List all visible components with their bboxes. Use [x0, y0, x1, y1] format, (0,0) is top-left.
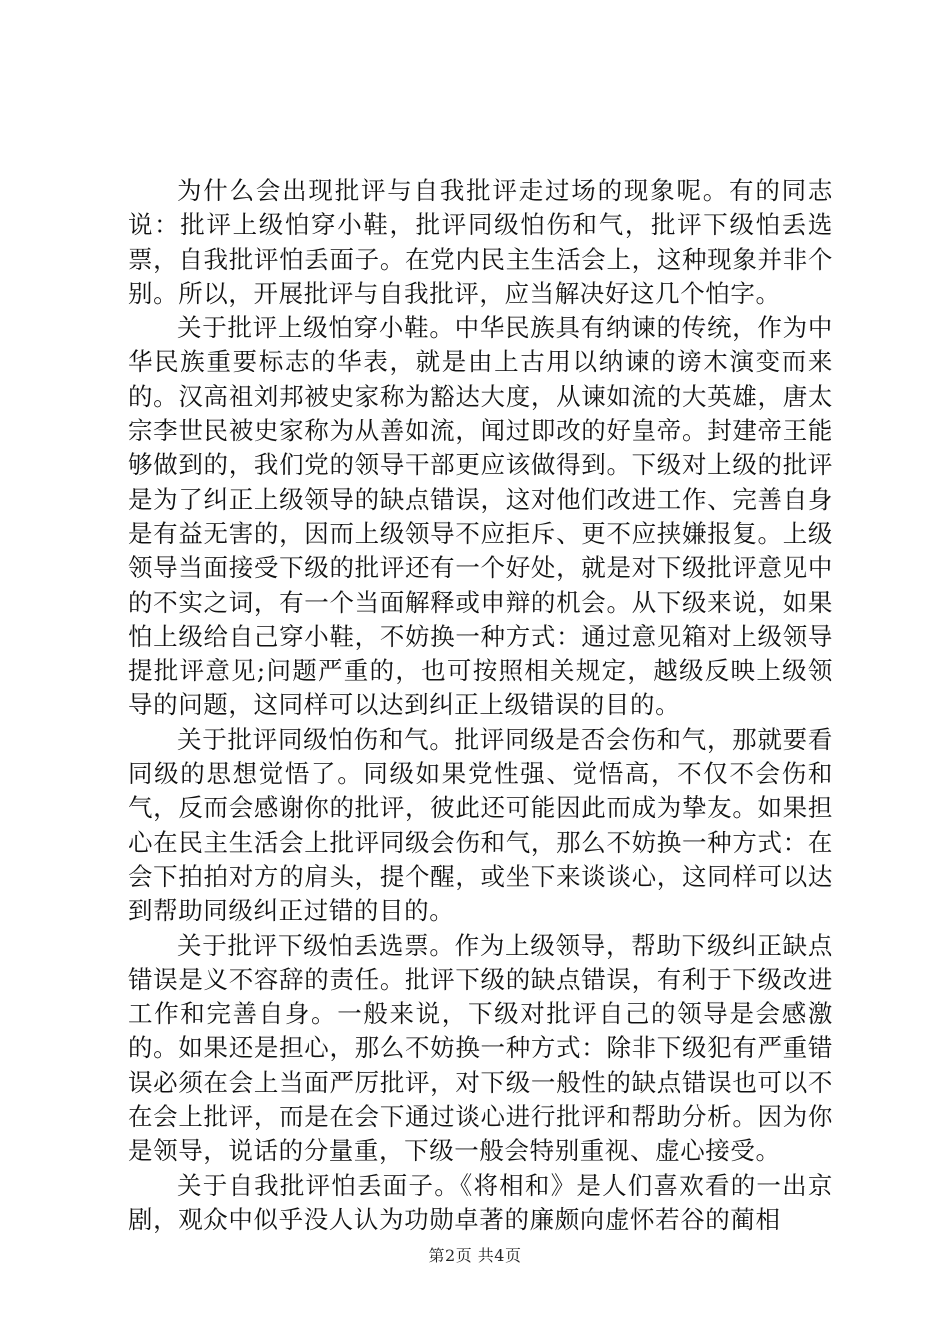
paragraph-criticize-peers: 关于批评同级怕伤和气。批评同级是否会伤和气，那就要看同级的思想觉悟了。同级如果党性强、觉悟高，不仅不会伤和气，反而会感谢你的批评，彼此还可能因此而成为挚友。如果担心在民主生活会上批评同级会伤和气，那么不妨换一种方式：在会下拍拍对方的肩头，提个醒，或坐下来谈谈心，这同样可以达到帮助同级纠正过错的目的。 [128, 724, 833, 926]
paragraph-criticize-superiors: 关于批评上级怕穿小鞋。中华民族具有纳谏的传统，作为中华民族重要标志的华表，就是由上古用以纳谏的谤木演变而来的。汉高祖刘邦被史家称为豁达大度，从谏如流的大英雄，唐太宗李世民被史家称为从善如流，闻过即改的好皇帝。封建帝王能够做到的，我们党的领导干部更应该做得到。下级对上级的批评是为了纠正上级领导的缺点错误，这对他们改进工作、完善自身是有益无害的，因而上级领导不应拒斥、更不应挟嫌报复。上级领导当面接受下级的批评还有一个好处，就是对下级批评意见中的不实之词，有一个当面解释或申辩的机会。从下级来说，如果怕上级给自己穿小鞋，不妨换一种方式：通过意见箱对上级领导提批评意见;问题严重的，也可按照相关规定，越级反映上级领导的问题，这同样可以达到纠正上级错误的目的。 [128, 313, 833, 720]
paragraph-criticize-subordinates: 关于批评下级怕丢选票。作为上级领导，帮助下级纠正缺点错误是义不容辞的责任。批评下级的缺点错误，有利于下级改进工作和完善自身。一般来说，下级对批评自己的领导是会感激的。如果还是担心，那么不妨换一种方式：除非下级犯有严重错误必须在会上当面严厉批评，对下级一般性的缺点错误也可以不在会上批评，而是在会下通过谈心进行批评和帮助分析。因为你是领导，说话的分量重，下级一般会特别重视、虚心接受。 [128, 930, 833, 1166]
paragraph-intro: 为什么会出现批评与自我批评走过场的现象呢。有的同志说：批评上级怕穿小鞋，批评同级怕伤和气，批评下级怕丢选票，自我批评怕丢面子。在党内民主生活会上，这种现象并非个别。所以，开展批评与自我批评，应当解决好这几个怕字。 [128, 176, 833, 308]
paragraph-self-criticism: 关于自我批评怕丢面子。《将相和》是人们喜欢看的一出京剧，观众中似乎没人认为功勋卓著的廉颇向虚怀若谷的蔺相 [128, 1170, 833, 1234]
document-body [128, 174, 833, 1237]
page-footer: 第2页 共4页 [428, 1246, 522, 1265]
